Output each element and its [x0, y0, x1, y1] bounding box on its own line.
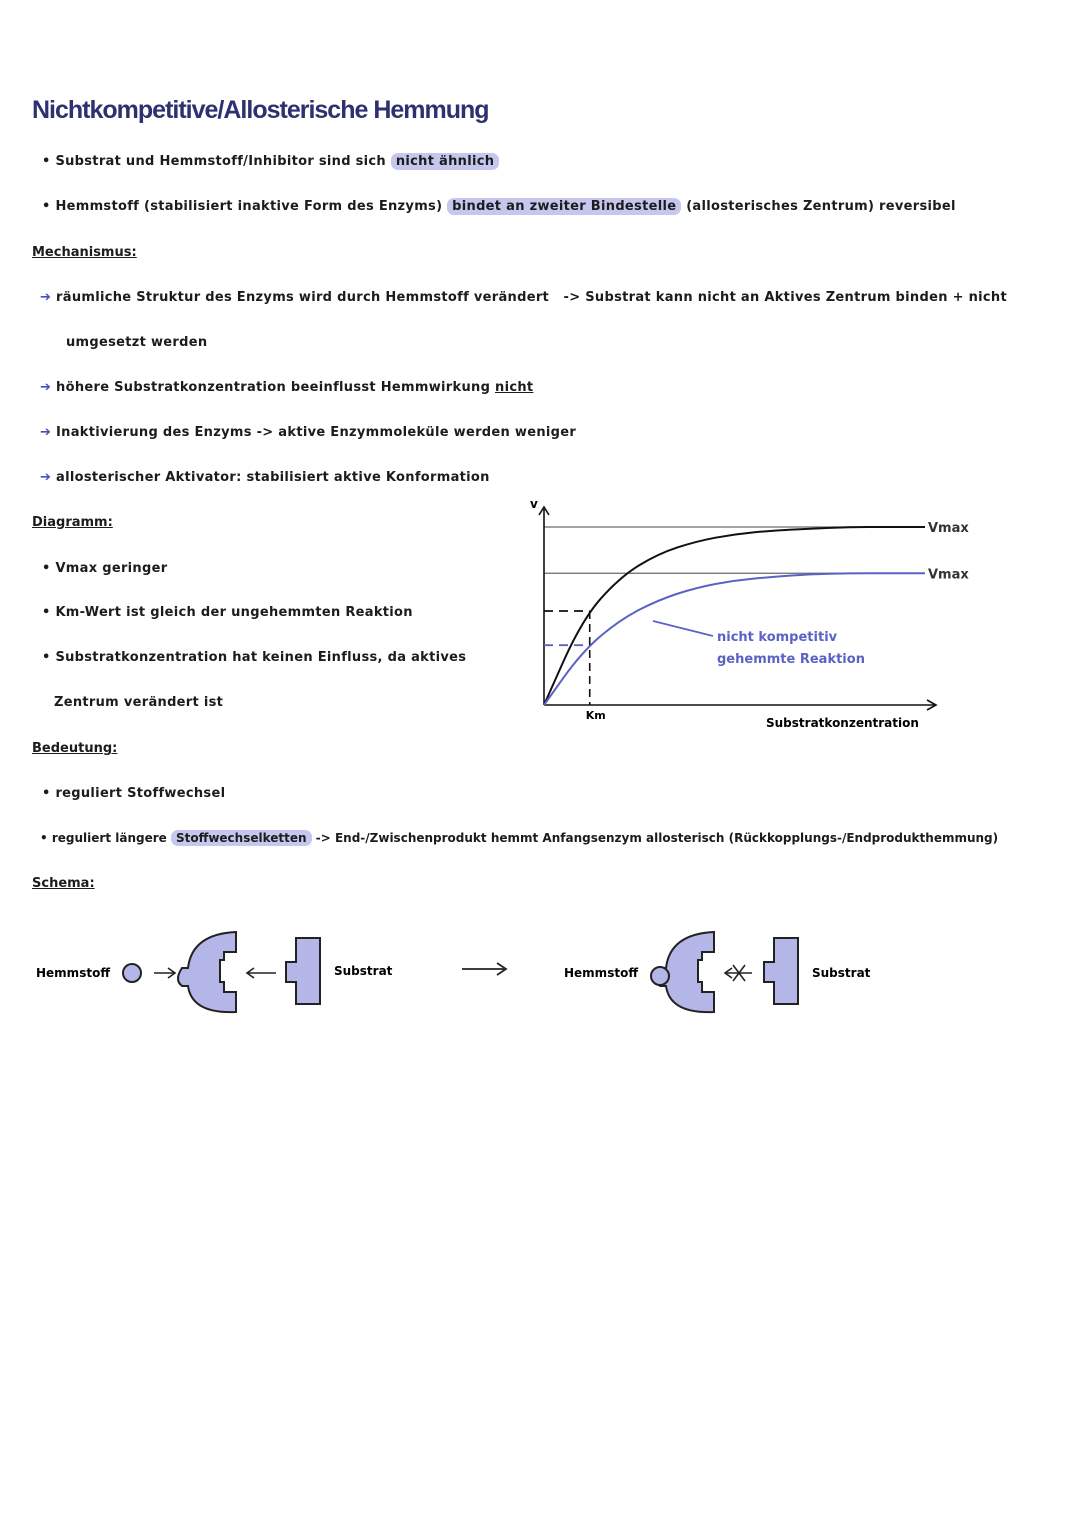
mechanismus-point-4 [40, 470, 490, 485]
mechanismus-heading: Mechanismus: [32, 245, 137, 260]
diagramm-bullet-3: • Substratkonzentration hat keinen Einfluss, da aktives [42, 650, 466, 665]
mechanismus-point-2a: höhere Substratkonzentration beeinflusst Hemmwirkung [56, 380, 491, 395]
mechanismus-point-2b: nicht [495, 380, 534, 395]
inhibitor-molecule-icon [123, 964, 141, 982]
intro-bullet-2 [42, 199, 956, 214]
vmax-label: Vmax [928, 521, 969, 536]
diagramm-bullet-2: • Km-Wert ist gleich der ungehemmten Reaktion [42, 605, 413, 620]
schema-diagram [20, 920, 920, 1020]
schema-left-inhibitor-label: Hemmstoff [36, 966, 111, 980]
mechanismus-point-1c: umgesetzt werden [66, 335, 208, 350]
intro-bullet-1 [42, 154, 499, 169]
mechanismus-point-1a: räumliche Struktur des Enzyms wird durch Hemmstoff verändert [56, 290, 550, 305]
annotation-line-2: gehemmte Reaktion [717, 652, 865, 667]
bedeutung-bullet-2 [40, 831, 998, 845]
x-axis-label: Substratkonzentration [766, 716, 919, 730]
mechanismus-point-2 [40, 380, 533, 395]
intro-bullet-2-post: (allosterisches Zentrum) reversibel [686, 199, 956, 214]
arrow-icon: ➔ [40, 425, 52, 440]
schema-right-substrate-label: Substrat [812, 966, 871, 980]
bedeutung-bullet-1: • reguliert Stoffwechsel [42, 786, 225, 801]
arrow-icon: ➔ [40, 470, 52, 485]
mechanismus-point-3-text: Inaktivierung des Enzyms -> aktive Enzymmoleküle werden weniger [56, 425, 577, 440]
diagramm-heading: Diagramm: [32, 515, 113, 530]
diagramm-bullet-1: • Vmax geringer [42, 561, 167, 576]
enzyme-icon [178, 932, 236, 1012]
mechanismus-point-1 [40, 290, 1007, 305]
schema-heading: Schema: [32, 876, 95, 891]
annotation-pointer [653, 621, 713, 636]
substrate-icon [286, 938, 320, 1004]
bound-inhibitor-icon [651, 967, 669, 985]
mechanismus-point-3 [40, 425, 576, 440]
arrow-icon: ➔ [40, 290, 52, 305]
km-label: Km [585, 709, 606, 722]
bedeutung-heading: Bedeutung: [32, 741, 118, 756]
annotation-line-1: nicht kompetitiv [717, 630, 838, 645]
bedeutung-bullet-2-highlight: Stoffwechselketten [171, 830, 312, 846]
y-axis-label: v [530, 497, 538, 511]
right-substrate-icon [764, 938, 798, 1004]
intro-bullet-1-highlight: nicht ähnlich [391, 153, 499, 170]
mechanismus-point-1b: -> Substrat kann nicht an Aktives Zentrum binden + nicht [563, 290, 1007, 305]
intro-bullet-2-text: Hemmstoff (stabilisiert inaktive Form des Enzyms) [55, 199, 443, 214]
intro-bullet-2-highlight: bindet an zweiter Bindestelle [447, 198, 681, 215]
vmax-inhibited-label: Vmax [928, 567, 969, 583]
schema-left-substrate-label: Substrat [334, 964, 393, 978]
uninhibited-curve [544, 527, 925, 705]
bedeutung-bullet-2a: reguliert längere [51, 831, 167, 845]
bedeutung-bullet-2b: -> End-/Zwischenprodukt hemmt Anfangsenzym allosterisch (Rückkopplungs-/Endprodukthemmung) [315, 831, 999, 845]
schema-right-inhibitor-label: Hemmstoff [564, 966, 639, 980]
mechanismus-point-4-text: allosterischer Aktivator: stabilisiert aktive Konformation [56, 470, 490, 485]
enzyme-kinetics-chart [520, 495, 990, 740]
page-title: Nichtkompetitive/Allosterische Hemmung [32, 96, 489, 124]
diagramm-bullet-3b: Zentrum verändert ist [54, 695, 224, 710]
arrow-icon: ➔ [40, 380, 52, 395]
intro-bullet-1-text: Substrat und Hemmstoff/Inhibitor sind sich [55, 154, 386, 169]
